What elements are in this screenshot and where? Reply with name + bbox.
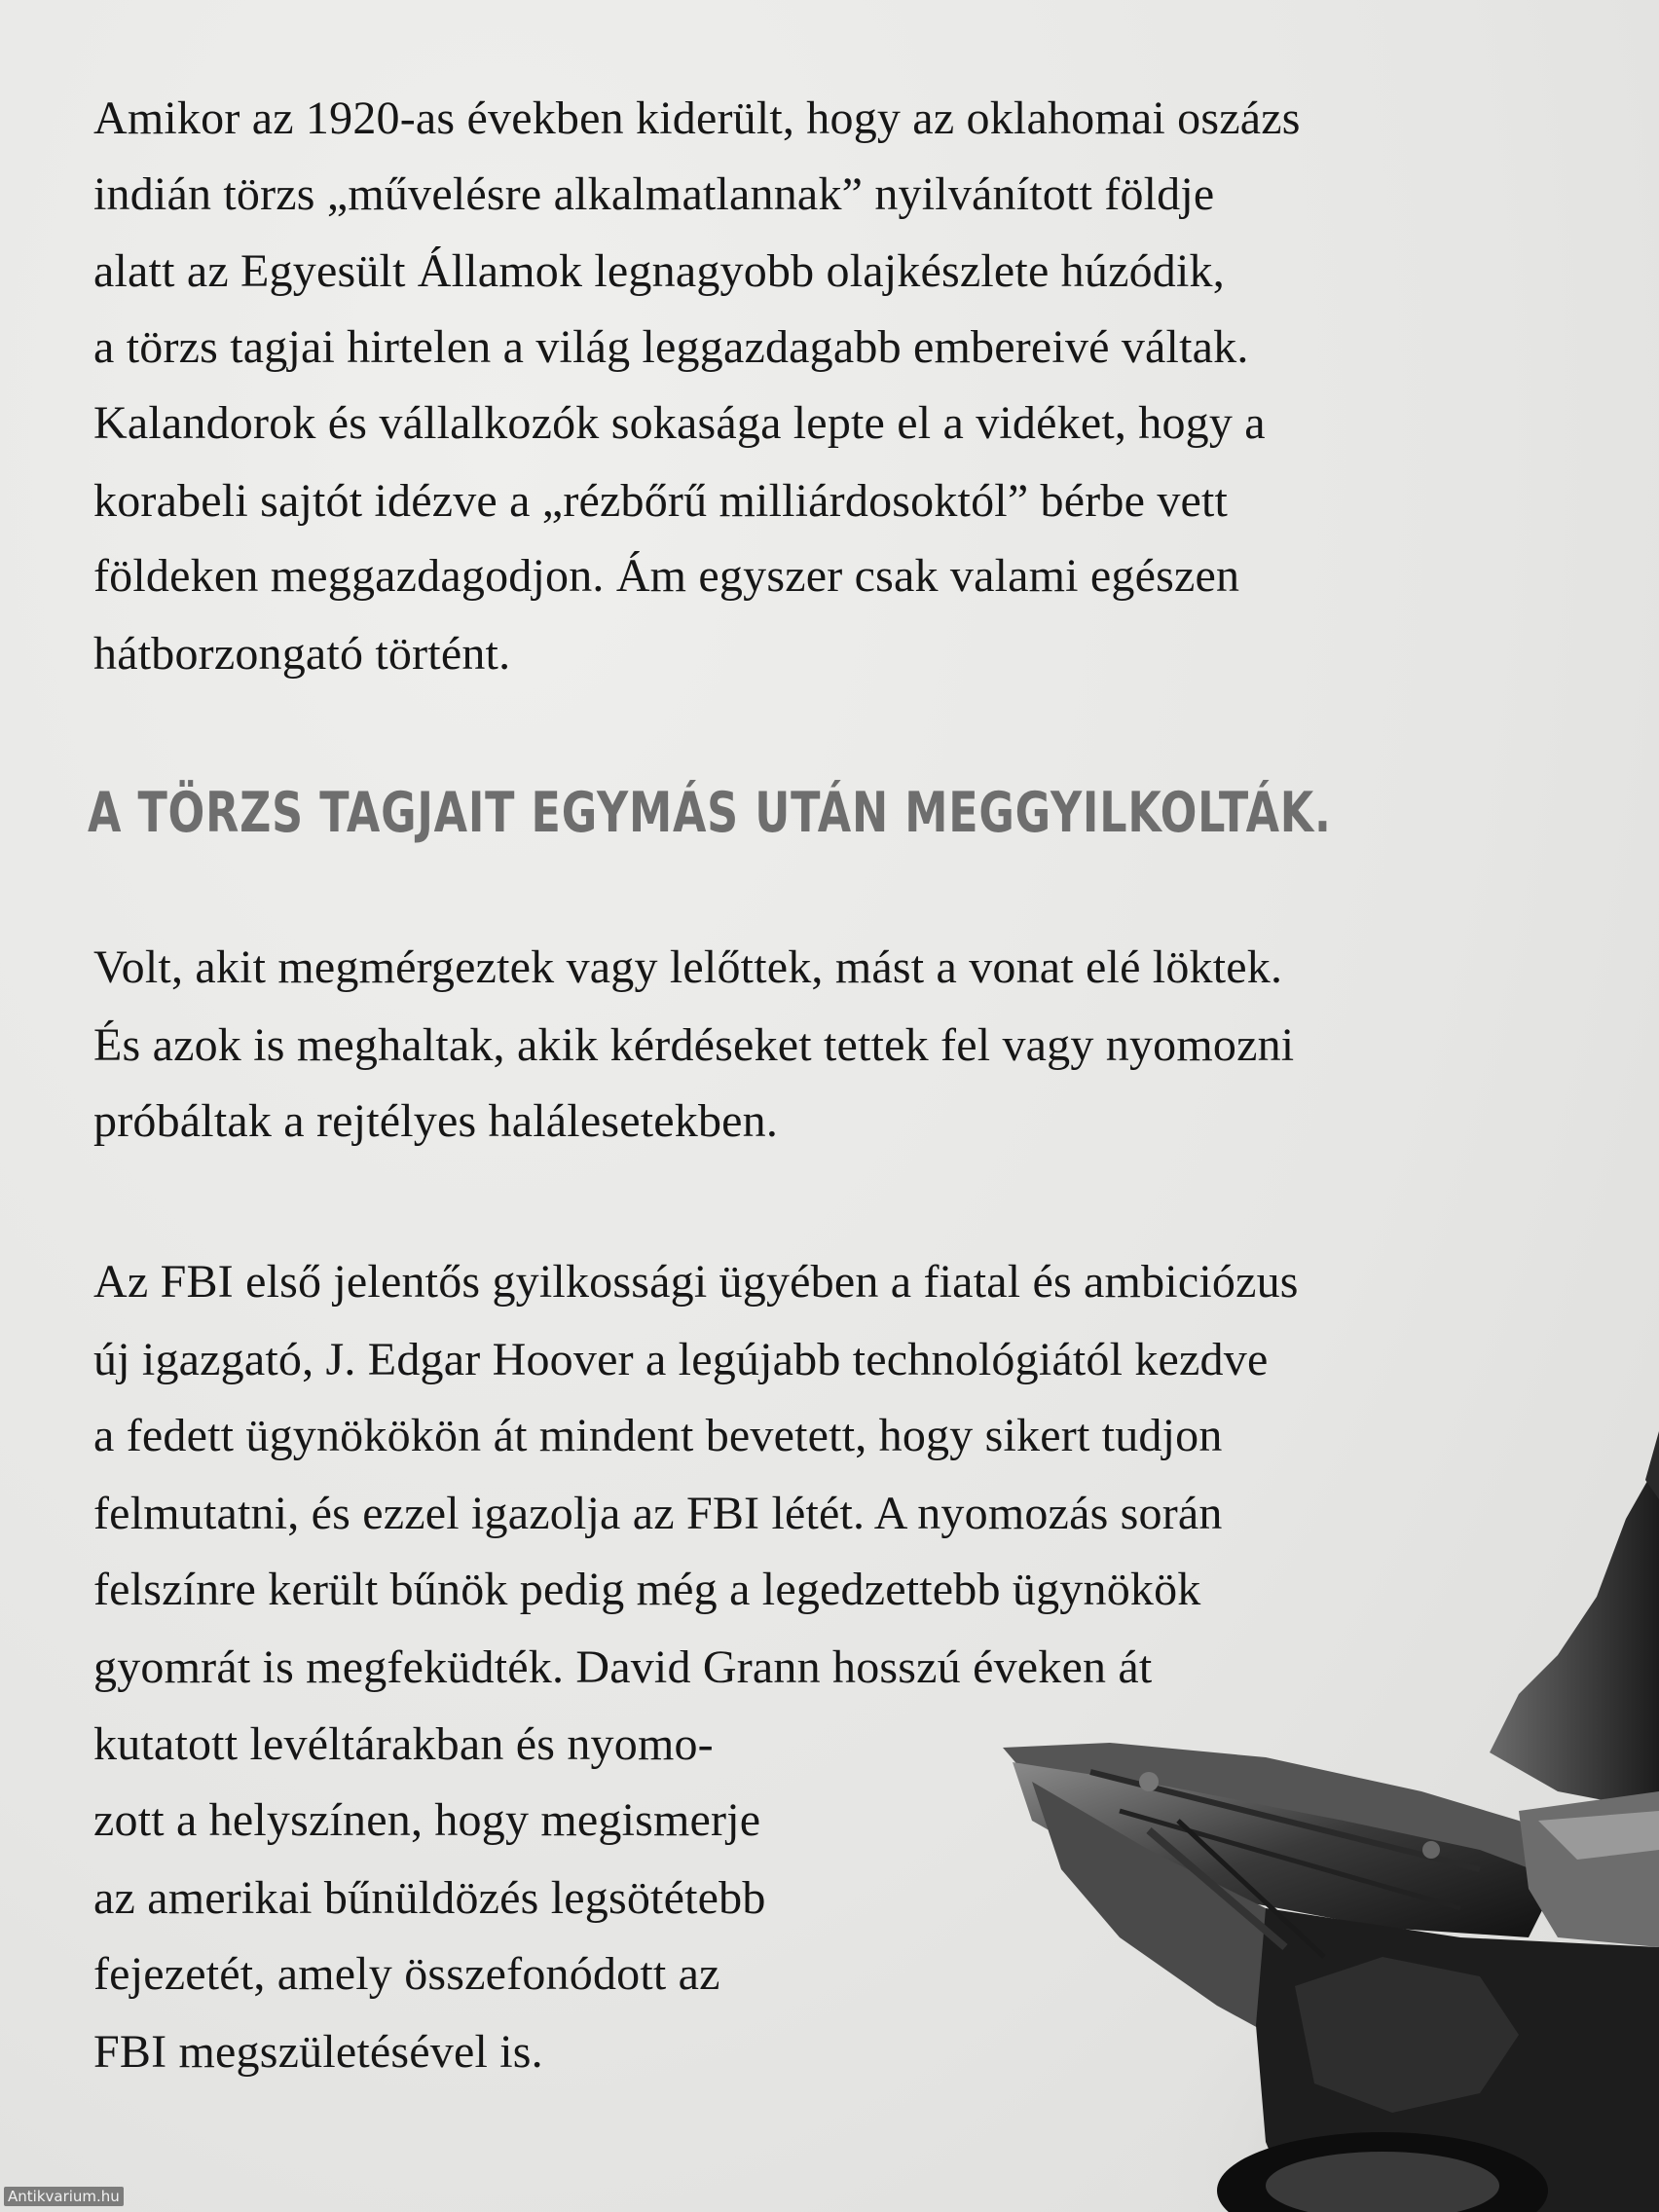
text-line: a fedett ügynökökön át mindent bevetett, hogy sikert tudjon (93, 1410, 1223, 1461)
text-line: Amikor az 1920-as években kiderült, hogy az oklahomai oszázs (93, 92, 1301, 144)
text-line: felmutatni, és ezzel igazolja az FBI létét. A nyomozás során (93, 1488, 1223, 1539)
text-line: új igazgató, J. Edgar Hoover a legújabb technológiától kezdve (93, 1334, 1269, 1385)
text-line: gyomrát is megfeküdték. David Grann hosszú éveken át (93, 1641, 1153, 1693)
text-line: fejezetét, amely összefonódott az (93, 1948, 720, 2000)
watermark: Antikvarium.hu (4, 2187, 124, 2206)
text-line: földeken meggazdagodjon. Ám egyszer csak valami egészen (93, 550, 1240, 602)
text-line: indián törzs „művelésre alkalmatlannak” nyilvánított földje (93, 168, 1215, 220)
text-line: próbáltak a rejtélyes halálesetekben. (93, 1095, 779, 1147)
headline: A TÖRZS TAGJAIT EGYMÁS UTÁN MEGGYILKOLTÁK. (88, 781, 1332, 845)
text-line: alatt az Egyesült Államok legnagyobb olajkészlete húzódik, (93, 245, 1225, 297)
text-line: És azok is meghaltak, akik kérdéseket tettek fel vagy nyomozni (93, 1019, 1295, 1071)
text-line: FBI megszületésével is. (93, 2026, 543, 2078)
text-line: Volt, akit megmérgeztek vagy lelőttek, mást a vonat elé löktek. (93, 941, 1283, 993)
text-line: hátborzongató történt. (93, 628, 511, 680)
text-line: az amerikai bűnüldözés legsötétebb (93, 1872, 766, 1924)
text-line: felszínre került bűnök pedig még a legedzettebb ügynökök (93, 1564, 1201, 1615)
text-line: kutatott levéltárakban és nyomo- (93, 1718, 714, 1770)
text-line: Az FBI első jelentős gyilkossági ügyében a fiatal és ambiciózus (93, 1256, 1299, 1308)
text-line: korabeli sajtót idézve a „rézbőrű milliárdosoktól” bérbe vett (93, 475, 1229, 527)
text-line: Kalandorok és vállalkozók sokasága lepte el a vidéket, hogy a (93, 397, 1266, 449)
text-line: zott a helyszínen, hogy megismerje (93, 1794, 761, 1846)
text-line: a törzs tagjai hirtelen a világ leggazdagabb embereivé váltak. (93, 321, 1249, 373)
